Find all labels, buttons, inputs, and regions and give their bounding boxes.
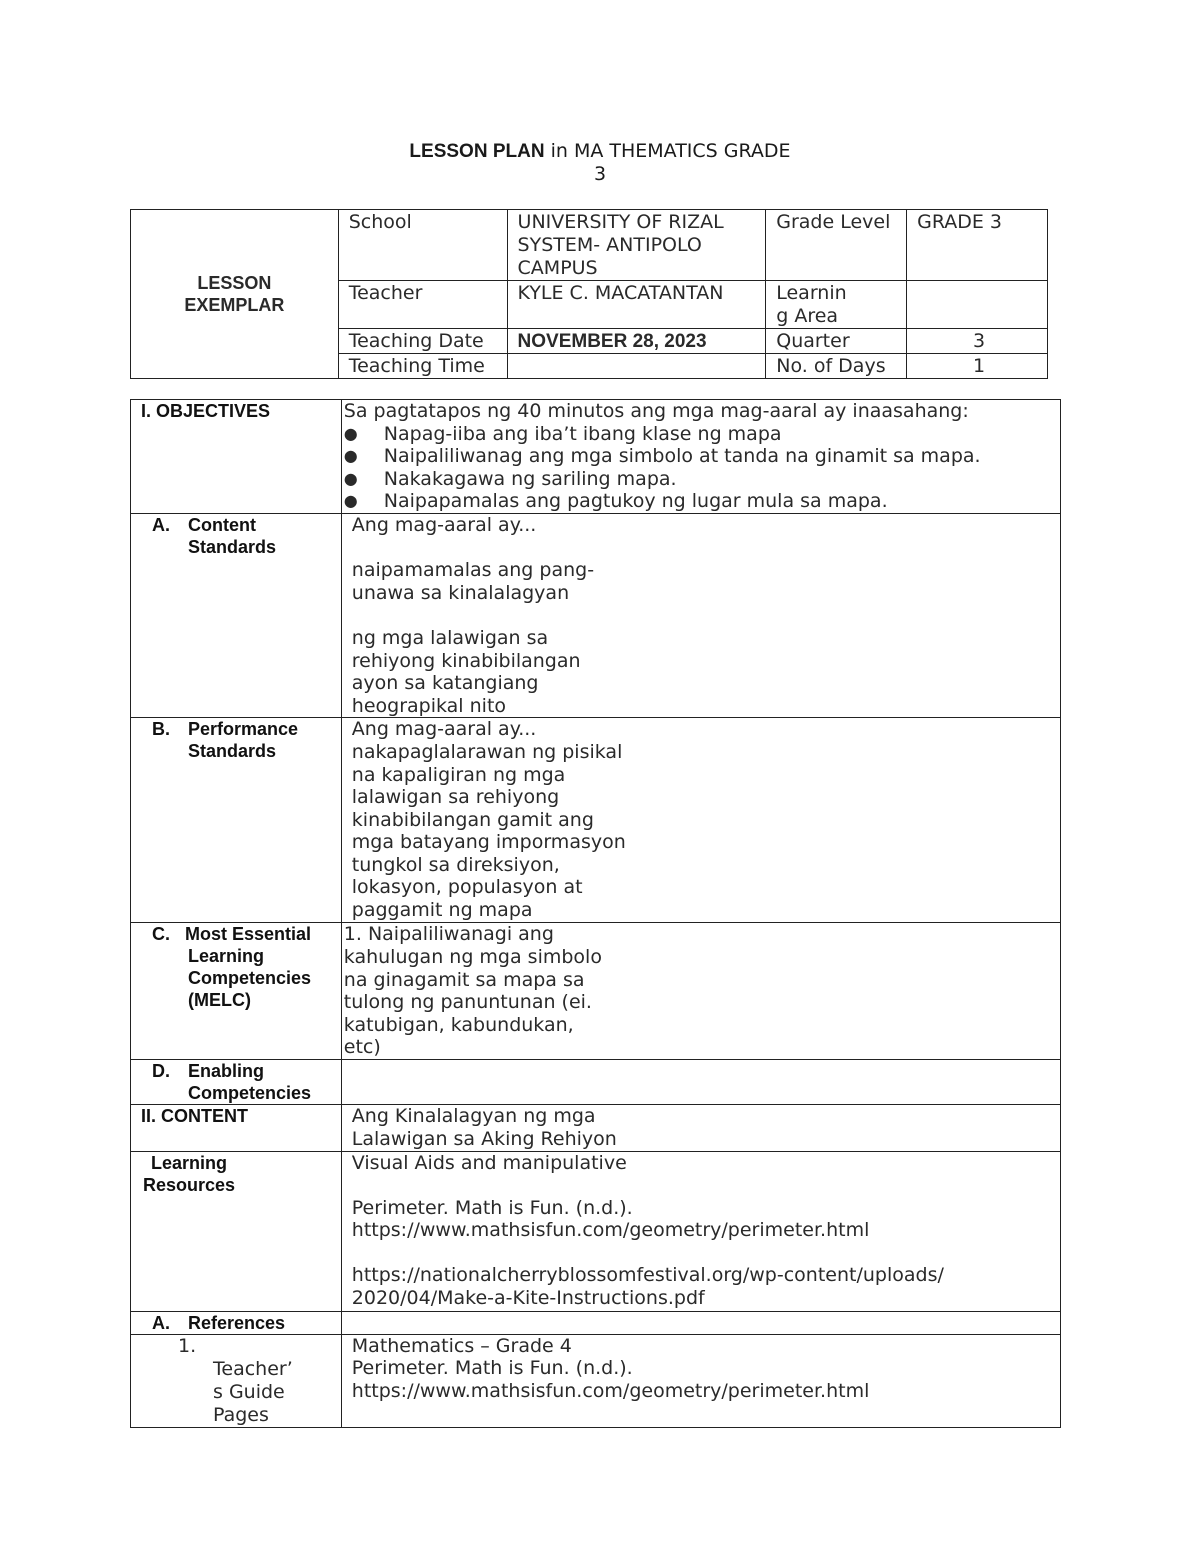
days-label: No. of Days <box>766 354 907 379</box>
content-standards-label-1: Content <box>188 514 256 535</box>
text-line: kinabibilangan gamit ang <box>351 808 594 831</box>
objectives-value <box>341 400 1060 514</box>
teaching-time-value <box>507 354 766 379</box>
enabling-value <box>341 1060 1060 1105</box>
school-label: School <box>338 210 507 281</box>
reference-link[interactable]: https://www.mathsisfun.com/geometry/perimeter.html <box>351 1379 870 1402</box>
text-line: kahulugan ng mga simbolo <box>343 945 602 968</box>
objective-item: ● Naipaliliwanag ang mga simbolo at tanda na ginamit sa mapa. <box>344 445 1060 468</box>
text-line: Perimeter. Math is Fun. (n.d.). <box>351 1196 633 1219</box>
performance-standards-label-1: Performance <box>188 719 299 740</box>
text-line: mga batayang impormasyon <box>351 831 626 854</box>
school-value-line-1: UNIVERSITY OF RIZAL <box>517 211 724 233</box>
melc-label-2: Learning <box>188 946 265 967</box>
melc-mark: C. <box>152 924 170 945</box>
text-line: katubigan, kabundukan, <box>343 1013 574 1036</box>
teacher-value: KYLE C. MACATANTAN <box>507 281 766 329</box>
content-standards-mark: A. <box>152 514 170 535</box>
text-line: Mathematics – Grade 4 <box>351 1334 572 1357</box>
teaching-date-value: NOVEMBER 28, 2023 <box>507 329 766 354</box>
text-line: nakapaglalarawan ng pisikal <box>351 740 623 763</box>
content-label <box>131 1105 342 1151</box>
objective-item: ● Nakakagawa ng sariling mapa. <box>344 468 1060 491</box>
text-line: na ginagamit sa mapa sa <box>343 968 585 991</box>
learning-resources-label <box>131 1151 342 1311</box>
school-value <box>507 210 766 281</box>
text-line: 1. Naipaliliwanagi ang <box>343 923 554 946</box>
enabling-label <box>131 1060 342 1105</box>
content-standards-row <box>131 513 1061 717</box>
references-mark: A. <box>152 1312 170 1333</box>
document-title <box>0 140 1200 186</box>
teachers-guide-label <box>131 1334 342 1427</box>
title-line-2: 3 <box>593 163 607 185</box>
melc-label <box>131 923 342 1060</box>
references-row <box>131 1311 1061 1334</box>
days-value: 1 <box>907 354 1048 379</box>
melc-label-4: (MELC) <box>188 990 251 1011</box>
text-line: rehiyong kinabibilangan <box>351 649 581 672</box>
references-label-text: References <box>188 1312 286 1333</box>
content-standards-label-2: Standards <box>188 536 277 557</box>
objective-item: ● Naipapamalas ang pagtukoy ng lugar mula sa mapa. <box>344 490 1060 513</box>
text-line: lalawigan sa rehiyong <box>351 786 560 809</box>
teachers-guide-row <box>131 1334 1061 1427</box>
enabling-label-2: Competencies <box>188 1083 312 1104</box>
objectives-row <box>131 400 1061 514</box>
performance-standards-label <box>131 718 342 923</box>
school-value-line-3: CAMPUS <box>517 257 598 279</box>
objectives-list <box>342 423 1060 513</box>
text-line: Ang mag-aaral ay... <box>351 513 537 536</box>
text-line: etc) <box>343 1036 381 1059</box>
content-label-text: II. CONTENT <box>141 1106 248 1127</box>
content-standards-value <box>341 513 1060 717</box>
text-line: naipamamalas ang pang- <box>351 559 595 582</box>
text-line: tulong ng panuntunan (ei. <box>343 991 592 1014</box>
text-line <box>352 537 1060 560</box>
text-line: Perimeter. Math is Fun. (n.d.). <box>351 1357 633 1380</box>
text-line: unawa sa kinalalagyan <box>351 581 570 604</box>
text-line: ayon sa katangiang <box>351 672 539 695</box>
learning-resources-label-2: Resources <box>143 1174 236 1195</box>
teachers-guide-value <box>341 1334 1060 1427</box>
text-line: lokasyon, populasyon at <box>351 876 583 899</box>
enabling-label-1: Enabling <box>188 1061 264 1082</box>
teachers-guide-label-2: s Guide <box>213 1380 285 1403</box>
title-bold: LESSON PLAN <box>409 141 545 162</box>
content-row <box>131 1105 1061 1151</box>
enabling-mark: D. <box>152 1061 170 1082</box>
text-line <box>352 1174 1060 1197</box>
text-line: heograpikal nito <box>351 694 507 717</box>
text-line <box>352 1242 1060 1265</box>
text-line: Lalawigan sa Aking Rehiyon <box>351 1127 617 1150</box>
melc-label-3: Competencies <box>188 968 312 989</box>
performance-standards-value <box>341 718 1060 923</box>
reference-link[interactable]: https://nationalcherryblossomfestival.org/wp-content/uploads/ <box>351 1264 944 1287</box>
learning-resources-label-1: Learning <box>151 1152 228 1173</box>
text-line: Visual Aids and manipulative <box>351 1151 627 1174</box>
learning-resources-value <box>341 1151 1060 1311</box>
learning-resources-row <box>131 1151 1061 1311</box>
melc-value <box>341 923 1060 1060</box>
reference-link-cont[interactable]: 2020/04/Make-a-Kite-Instructions.pdf <box>351 1287 705 1310</box>
learning-area-label-1: Learnin <box>776 282 847 304</box>
lesson-plan-table <box>130 399 1061 1428</box>
teacher-label: Teacher <box>338 281 507 329</box>
teachers-guide-mark: 1. <box>178 1334 197 1357</box>
grade-level-value: GRADE 3 <box>907 210 1048 281</box>
text-line: na kapaligiran ng mga <box>351 763 566 786</box>
lesson-header-table <box>130 209 1048 379</box>
teaching-time-label: Teaching Time <box>338 354 507 379</box>
content-standards-label <box>131 513 342 717</box>
text-line: paggamit ng mapa <box>351 899 533 922</box>
lesson-exemplar-cell <box>131 210 339 379</box>
objective-item: ● Napag-iiba ang iba’t ibang klase ng mapa <box>344 423 1060 446</box>
teaching-date-label: Teaching Date <box>338 329 507 354</box>
learning-area-label <box>766 281 907 329</box>
grade-level-label: Grade Level <box>766 210 907 281</box>
quarter-label: Quarter <box>766 329 907 354</box>
quarter-value: 3 <box>907 329 1048 354</box>
learning-area-value <box>907 281 1048 329</box>
references-value <box>341 1311 1060 1334</box>
melc-label-1: Most Essential <box>185 924 312 945</box>
exemplar-line-1: LESSON <box>197 273 272 293</box>
performance-standards-row <box>131 718 1061 923</box>
objectives-label-text: I. OBJECTIVES <box>141 401 271 421</box>
text-line: Ang mag-aaral ay... <box>351 718 537 741</box>
objectives-intro: Sa pagtatapos ng 40 minutos ang mga mag-aaral ay inaasahang: <box>343 400 969 422</box>
text-line <box>352 604 1060 627</box>
learning-area-label-2: g Area <box>776 305 839 327</box>
text-line: tungkol sa direksiyon, <box>351 853 560 876</box>
objectives-label <box>131 400 342 514</box>
text-line: Ang Kinalalagyan ng mga <box>351 1105 596 1128</box>
enabling-row <box>131 1060 1061 1105</box>
performance-standards-mark: B. <box>152 719 170 740</box>
performance-standards-label-2: Standards <box>188 741 277 762</box>
references-label <box>131 1311 342 1334</box>
melc-row <box>131 923 1061 1060</box>
school-value-line-2: SYSTEM- ANTIPOLO <box>517 234 702 256</box>
teachers-guide-label-3: Pages <box>213 1403 269 1426</box>
content-value <box>341 1105 1060 1151</box>
reference-link[interactable]: https://www.mathsisfun.com/geometry/perimeter.html <box>351 1219 870 1242</box>
text-line: ng mga lalawigan sa <box>351 626 549 649</box>
title-rest: in MA THEMATICS GRADE <box>544 140 791 162</box>
exemplar-line-2: EXEMPLAR <box>184 295 285 315</box>
teachers-guide-label-1: Teacher’ <box>213 1357 293 1380</box>
